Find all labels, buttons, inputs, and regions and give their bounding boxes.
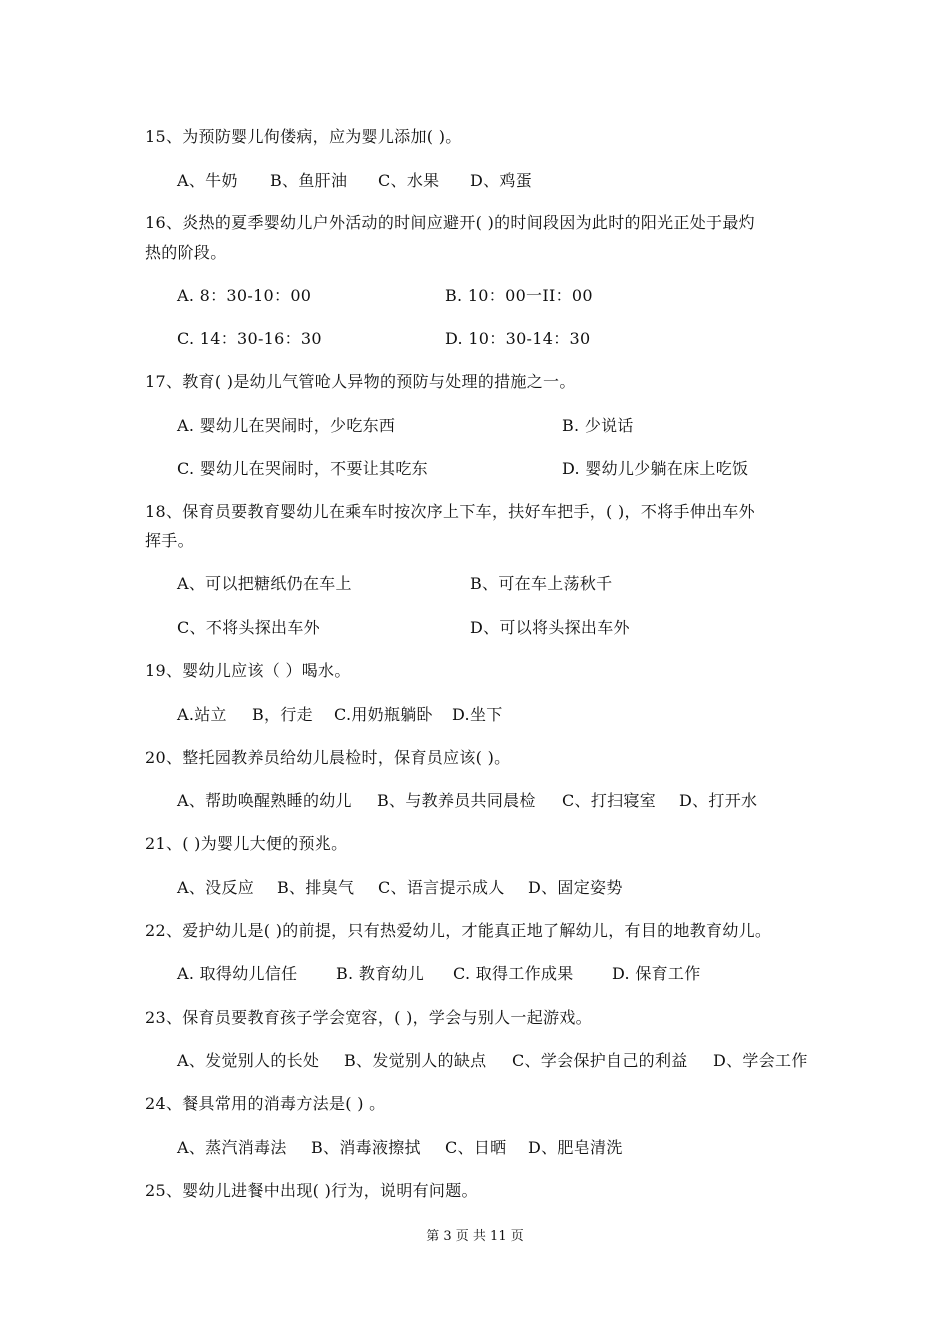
question-20-stem: 20、整托园教养员给幼儿晨检时，保育员应该( )。 <box>145 748 511 767</box>
question-21-option-a: A、没反应 <box>177 878 255 897</box>
question-20-option-c: C、打扫寝室 <box>562 791 657 810</box>
question-19-option-c: C.用奶瓶躺卧 <box>334 705 433 724</box>
question-23-option-a: A、发觉别人的长处 <box>177 1051 320 1070</box>
question-18-stem-line1: 18、保育员要教育婴幼儿在乘车时按次序上下车，扶好车把手，( )，不将手伸出车外 <box>145 502 755 521</box>
question-18-option-a: A、可以把糖纸仍在车上 <box>177 574 352 593</box>
question-22-option-a: A. 取得幼儿信任 <box>177 964 298 983</box>
question-18-option-d: D、可以将头探出车外 <box>470 618 630 637</box>
question-24-option-a: A、蒸汽消毒法 <box>177 1138 287 1157</box>
question-17-option-c: C. 婴幼儿在哭闹时，不要让其吃东 <box>177 459 428 478</box>
question-22-stem: 22、爱护幼儿是( )的前提，只有热爱幼儿，才能真正地了解幼儿，有目的地教育幼儿。 <box>145 921 772 940</box>
question-15-option-c: C、水果 <box>378 171 440 190</box>
question-23-option-d: D、学会工作 <box>713 1051 808 1070</box>
question-16-option-c: C. 14：30-16：30 <box>177 329 322 348</box>
question-21-option-d: D、固定姿势 <box>528 878 623 897</box>
question-16-stem-line2: 热的阶段。 <box>145 243 227 262</box>
question-15-option-a: A、牛奶 <box>177 171 238 190</box>
question-17-stem: 17、教育( )是幼儿气管呛人异物的预防与处理的措施之一。 <box>145 372 576 391</box>
question-21-stem: 21、( )为婴儿大便的预兆。 <box>145 834 348 853</box>
question-16-option-a: A. 8：30-10：00 <box>177 286 312 305</box>
question-21-option-b: B、排臭气 <box>277 878 355 897</box>
question-17-option-d: D. 婴幼儿少躺在床上吃饭 <box>562 459 749 478</box>
question-16-option-b: B. 10：00一II：00 <box>445 286 593 305</box>
question-24-stem: 24、餐具常用的消毒方法是( ) 。 <box>145 1094 386 1113</box>
question-19-option-d: D.坐下 <box>452 705 503 724</box>
question-23-stem: 23、保育员要教育孩子学会宽容，( )，学会与别人一起游戏。 <box>145 1008 592 1027</box>
question-22-option-c: C. 取得工作成果 <box>453 964 574 983</box>
question-24-option-b: B、消毒液擦拭 <box>311 1138 421 1157</box>
question-25-stem: 25、婴幼儿进餐中出现( )行为，说明有问题。 <box>145 1181 478 1200</box>
question-16-option-d: D. 10：30-14：30 <box>445 329 591 348</box>
question-20-option-d: D、打开水 <box>679 791 758 810</box>
question-15-stem: 15、为预防婴儿佝偻病，应为婴儿添加( )。 <box>145 127 462 146</box>
question-15-option-b: B、鱼肝油 <box>270 171 348 190</box>
question-20-option-b: B、与教养员共同晨检 <box>377 791 536 810</box>
page-number-footer: 第 3 页 共 11 页 <box>426 1229 524 1244</box>
question-17-option-b: B. 少说话 <box>562 416 634 435</box>
question-19-option-a: A.站立 <box>177 705 227 724</box>
question-16-stem-line1: 16、炎热的夏季婴幼儿户外活动的时间应避开( )的时间段因为此时的阳光正处于最灼 <box>145 213 755 232</box>
question-18-option-c: C、不将头探出车外 <box>177 618 320 637</box>
question-22-option-d: D. 保育工作 <box>612 964 701 983</box>
question-24-option-d: D、肥皂清洗 <box>528 1138 623 1157</box>
question-18-stem-line2: 挥手。 <box>145 531 194 550</box>
question-21-option-c: C、语言提示成人 <box>378 878 505 897</box>
question-15-option-d: D、鸡蛋 <box>470 171 533 190</box>
question-22-option-b: B. 教育幼儿 <box>336 964 425 983</box>
question-23-option-b: B、发觉别人的缺点 <box>344 1051 487 1070</box>
question-19-option-b: B，行走 <box>252 705 313 724</box>
question-17-option-a: A. 婴幼儿在哭闹时，少吃东西 <box>177 416 396 435</box>
question-19-stem: 19、婴幼儿应该（ ）喝水。 <box>145 661 351 680</box>
question-18-option-b: B、可在车上荡秋千 <box>470 574 613 593</box>
question-23-option-c: C、学会保护自己的利益 <box>512 1051 688 1070</box>
question-20-option-a: A、帮助唤醒熟睡的幼儿 <box>177 791 352 810</box>
question-24-option-c: C、日晒 <box>445 1138 507 1157</box>
